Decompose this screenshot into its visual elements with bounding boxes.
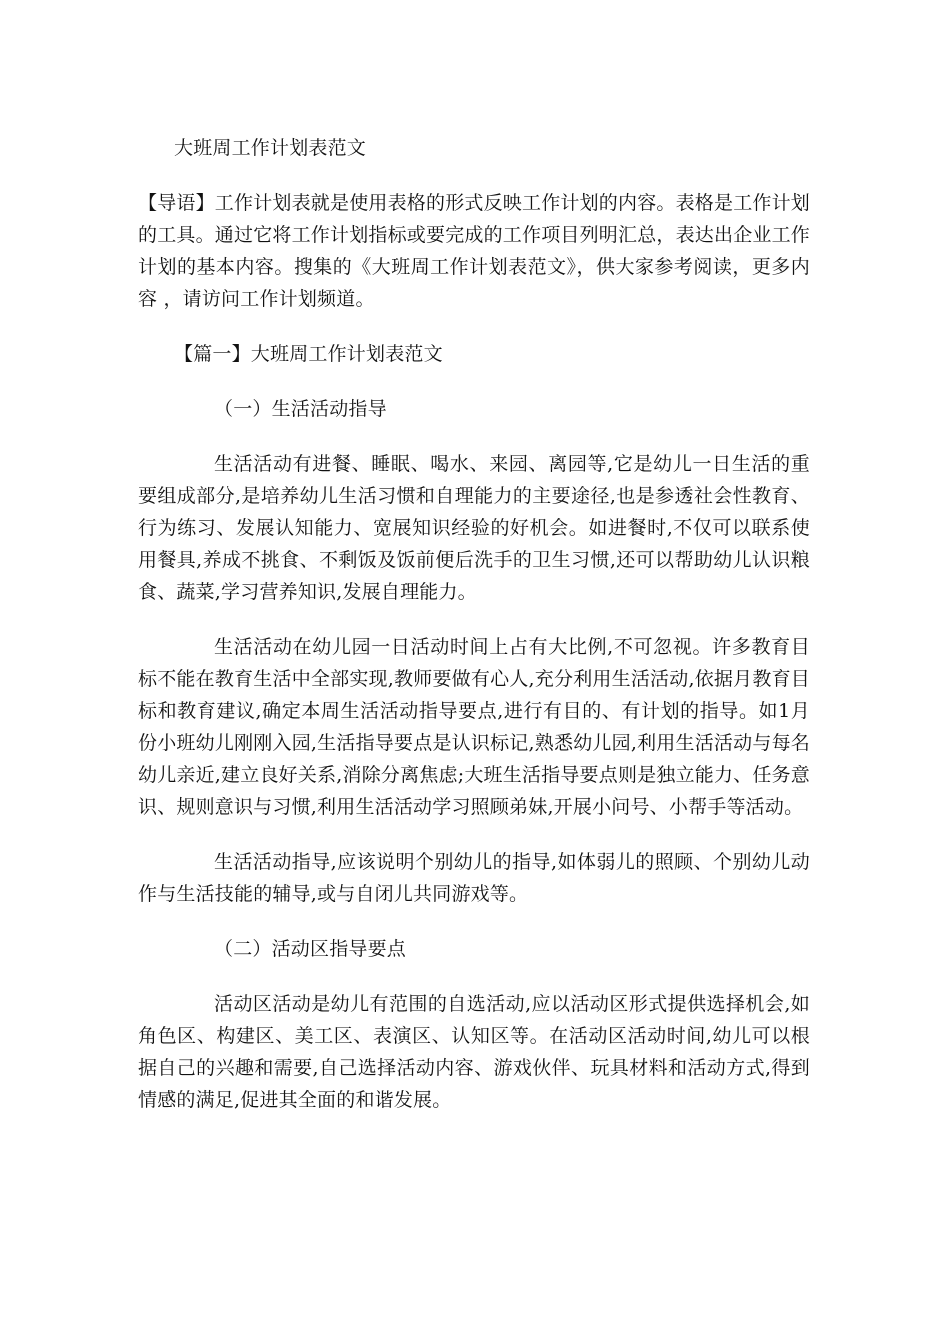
intro-paragraph: 【导语】工作计划表就是使用表格的形式反映工作计划的内容。表格是工作计划的工具。通过它将工作计划指标或要完成的工作项目列明汇总，表达出企业工作计划的基本内容。搜集的《大班周工作计划表范文》，供大家参考阅读，更多内容 ，请访问工作计划频道。 bbox=[138, 192, 811, 310]
body-paragraph-4: 活动区活动是幼儿有范围的自选活动,应以活动区形式提供选择机会,如角色区、构建区、美工区、表演区、认知区等。在活动区活动时间,幼儿可以根据自己的兴趣和需要,自己选择活动内容、游戏伙伴、玩具材料和活动方式,得到情感的满足,促进其全面的和谐发展。 bbox=[138, 993, 810, 1111]
document-title: 大班周工作计划表范文 bbox=[174, 137, 367, 159]
section-heading-activity-area: （二）活动区指导要点 bbox=[214, 938, 407, 960]
chapter-heading: 【篇一】大班周工作计划表范文 bbox=[174, 343, 443, 365]
section-heading-life-activities: （一）生活活动指导 bbox=[214, 398, 387, 420]
body-paragraph-1: 生活活动有进餐、睡眠、喝水、来园、离园等,它是幼儿一日生活的重要组成部分,是培养幼儿生活习惯和自理能力的主要途径,也是参透社会性教育、行为练习、发展认知能力、宽展知识经验的好机会。如进餐时,不仅可以联系使用餐具,养成不挑食、不剩饭及饭前便后洗手的卫生习惯,还可以帮助幼儿认识粮食、蔬菜,学习营养知识,发展自理能力。 bbox=[138, 453, 810, 603]
body-paragraph-3: 生活活动指导,应该说明个别幼儿的指导,如体弱儿的照顾、个别幼儿动作与生活技能的辅导,或与自闭儿共同游戏等。 bbox=[138, 851, 810, 905]
document-content bbox=[138, 132, 810, 1139]
body-paragraph-2: 生活活动在幼儿园一日活动时间上占有大比例,不可忽视。许多教育目标不能在教育生活中全部实现,教师要做有心人,充分利用生活活动,依据月教育目标和教育建议,确定本周生活活动指导要点,进行有目的、有计划的指导。如1月份小班幼儿刚刚入园,生活指导要点是认识标记,熟悉幼儿园,利用生活活动与每名幼儿亲近,建立良好关系,消除分离焦虑;大班生活指导要点则是独立能力、任务意识、规则意识与习惯,利用生活活动学习照顾弟妹,开展小问号、小帮手等活动。 bbox=[138, 636, 810, 818]
